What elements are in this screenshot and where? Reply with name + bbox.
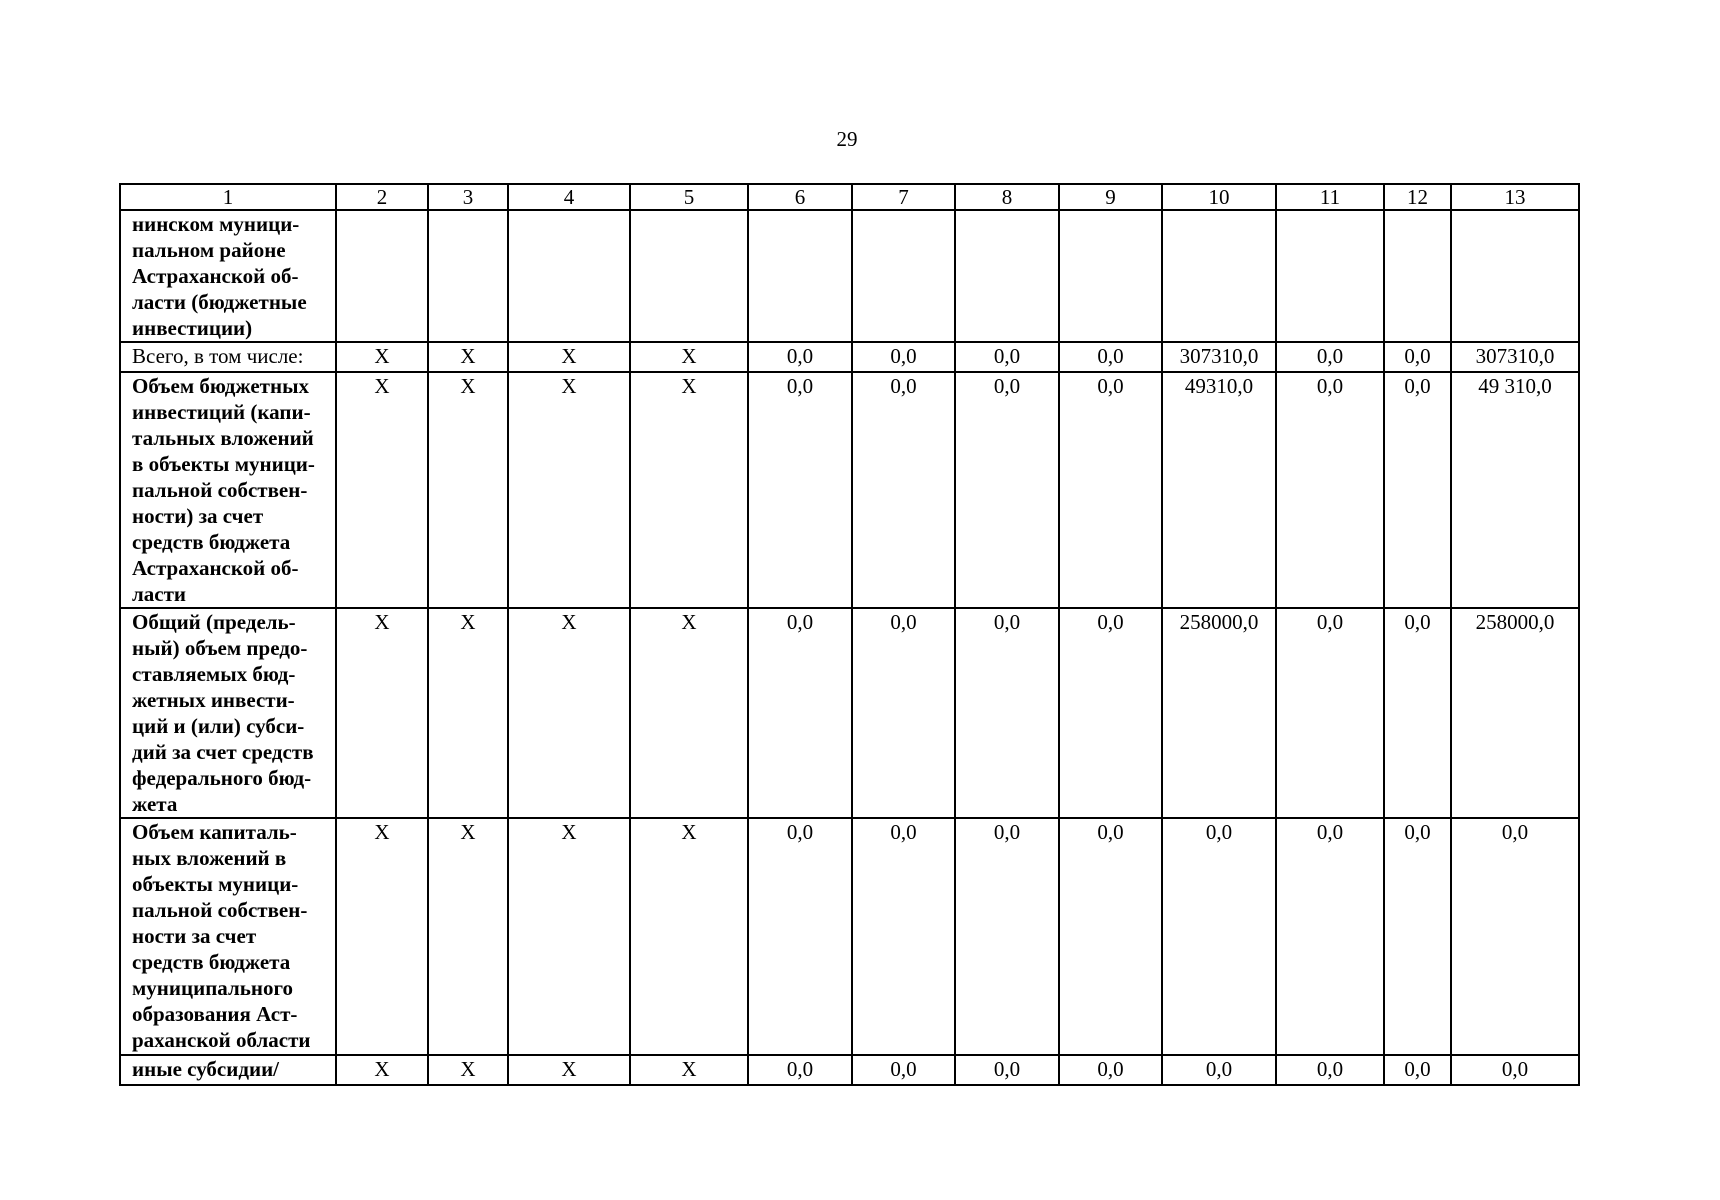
- row-label-line: дий за счет средств: [132, 740, 314, 764]
- row-label-line: Объем бюджетных: [132, 374, 309, 398]
- table-cell: X: [508, 342, 630, 372]
- row-label-line: муниципального: [132, 976, 293, 1000]
- table-cell: 49310,0: [1162, 372, 1276, 608]
- table-cell: [748, 210, 852, 342]
- table-cell: X: [336, 372, 428, 608]
- row-label-line: в объекты муници-: [132, 452, 315, 476]
- row-label-line: жета: [132, 792, 178, 816]
- table-cell: [336, 210, 428, 342]
- row-label-line: ности) за счет: [132, 504, 264, 528]
- row-label: [120, 818, 336, 1055]
- table-cell: X: [428, 818, 508, 1055]
- table-cell: 0,0: [852, 608, 955, 818]
- table-cell: 307310,0: [1162, 342, 1276, 372]
- column-header: 1: [120, 184, 336, 210]
- table-cell: 258000,0: [1162, 608, 1276, 818]
- row-label: [120, 372, 336, 608]
- table-row: [120, 210, 1579, 342]
- table-cell: [1059, 210, 1162, 342]
- table-cell: [1384, 210, 1451, 342]
- table-cell: [852, 210, 955, 342]
- column-header: 11: [1276, 184, 1384, 210]
- table-cell: 0,0: [1059, 372, 1162, 608]
- row-label-line: иные субсидии/: [132, 1057, 280, 1081]
- table-cell: X: [428, 608, 508, 818]
- table-cell: 0,0: [955, 1055, 1059, 1085]
- table-cell: 0,0: [1451, 1055, 1579, 1085]
- table-cell: 0,0: [748, 342, 852, 372]
- row-label-line: пальном районе: [132, 238, 286, 262]
- table-cell: [1162, 210, 1276, 342]
- row-label-line: Общий (предель-: [132, 610, 296, 634]
- table-cell: 0,0: [1059, 818, 1162, 1055]
- row-label-line: ности за счет: [132, 924, 257, 948]
- table-cell: 0,0: [1059, 608, 1162, 818]
- table-cell: [1451, 210, 1579, 342]
- row-label-line: Объем капиталь-: [132, 820, 297, 844]
- column-header: 8: [955, 184, 1059, 210]
- row-label-line: ласти (бюджетные: [132, 290, 307, 314]
- row-label-line: жетных инвести-: [132, 688, 295, 712]
- table-cell: X: [336, 342, 428, 372]
- row-label: [120, 608, 336, 818]
- row-label-line: тальных вложений: [132, 426, 314, 450]
- row-label-line: раханской области: [132, 1028, 311, 1052]
- table-cell: X: [428, 1055, 508, 1085]
- row-label-line: объекты муници-: [132, 872, 299, 896]
- table-cell: 0,0: [955, 372, 1059, 608]
- table-cell: X: [336, 1055, 428, 1085]
- table-cell: 0,0: [955, 818, 1059, 1055]
- table-cell: [428, 210, 508, 342]
- row-label: [120, 1055, 336, 1085]
- row-label-line: ций и (или) субси-: [132, 714, 305, 738]
- table-cell: 0,0: [852, 342, 955, 372]
- column-header: 5: [630, 184, 748, 210]
- table-cell: 0,0: [748, 818, 852, 1055]
- column-header: 3: [428, 184, 508, 210]
- column-header: 13: [1451, 184, 1579, 210]
- table-row: [120, 372, 1579, 608]
- column-header: 12: [1384, 184, 1451, 210]
- table-cell: 0,0: [748, 1055, 852, 1085]
- table-cell: X: [508, 608, 630, 818]
- column-header: 2: [336, 184, 428, 210]
- table-cell: 0,0: [748, 608, 852, 818]
- table-cell: 0,0: [852, 372, 955, 608]
- column-header: 4: [508, 184, 630, 210]
- row-label-line: Астраханской об-: [132, 264, 299, 288]
- row-label-line: образования Аст-: [132, 1002, 298, 1026]
- table-cell: 0,0: [955, 342, 1059, 372]
- table-cell: 0,0: [1059, 342, 1162, 372]
- table-cell: 0,0: [1276, 818, 1384, 1055]
- table-cell: 0,0: [955, 608, 1059, 818]
- row-label-line: ставляемых бюд-: [132, 662, 296, 686]
- table-cell: [508, 210, 630, 342]
- table-cell: [955, 210, 1059, 342]
- table-cell: 0,0: [1384, 608, 1451, 818]
- row-label-line: инвестиций (капи-: [132, 400, 311, 424]
- table-cell: X: [630, 818, 748, 1055]
- row-label-line: нинском муници-: [132, 212, 300, 236]
- table-cell: 307310,0: [1451, 342, 1579, 372]
- table-cell: X: [336, 608, 428, 818]
- table-cell: 49 310,0: [1451, 372, 1579, 608]
- table-cell: 0,0: [1384, 1055, 1451, 1085]
- table-cell: 0,0: [1276, 342, 1384, 372]
- table-cell: X: [508, 818, 630, 1055]
- table-cell: 0,0: [1276, 608, 1384, 818]
- page-number: 29: [836, 127, 858, 151]
- table-cell: 0,0: [1059, 1055, 1162, 1085]
- table-cell: X: [428, 372, 508, 608]
- table-cell: 0,0: [748, 372, 852, 608]
- table-cell: X: [336, 818, 428, 1055]
- row-label-line: инвестиции): [132, 316, 253, 340]
- row-label-line: средств бюджета: [132, 530, 291, 554]
- table-cell: X: [630, 372, 748, 608]
- table-cell: X: [508, 1055, 630, 1085]
- table-cell: 0,0: [1384, 342, 1451, 372]
- column-header: 10: [1162, 184, 1276, 210]
- column-number-row: [120, 184, 1579, 210]
- table-cell: 258000,0: [1451, 608, 1579, 818]
- table-row: [120, 818, 1579, 1055]
- row-label: [120, 342, 336, 372]
- table-cell: 0,0: [1162, 818, 1276, 1055]
- budget-table: [119, 183, 1580, 1086]
- row-label-line: федерального бюд-: [132, 766, 312, 790]
- table-cell: 0,0: [1384, 372, 1451, 608]
- table-row: [120, 1055, 1579, 1085]
- table-cell: [1276, 210, 1384, 342]
- table-cell: 0,0: [1451, 818, 1579, 1055]
- table-cell: X: [630, 342, 748, 372]
- row-label-line: пальной собствен-: [132, 478, 308, 502]
- table-cell: [630, 210, 748, 342]
- table-cell: 0,0: [852, 1055, 955, 1085]
- table-cell: X: [508, 372, 630, 608]
- table-cell: 0,0: [852, 818, 955, 1055]
- row-label-line: ных вложений в: [132, 846, 287, 870]
- row-label-line: Астраханской об-: [132, 556, 299, 580]
- column-header: 7: [852, 184, 955, 210]
- table-row: [120, 342, 1579, 372]
- column-header: 6: [748, 184, 852, 210]
- table-row: [120, 608, 1579, 818]
- table-cell: 0,0: [1276, 1055, 1384, 1085]
- table-cell: 0,0: [1384, 818, 1451, 1055]
- row-label-line: ласти: [132, 582, 187, 606]
- table-cell: X: [630, 1055, 748, 1085]
- row-label: [120, 210, 336, 342]
- column-header: 9: [1059, 184, 1162, 210]
- table-cell: X: [428, 342, 508, 372]
- row-label-line: Всего, в том числе:: [132, 344, 304, 368]
- row-label-line: средств бюджета: [132, 950, 291, 974]
- row-label-line: ный) объем предо-: [132, 636, 308, 660]
- table-cell: 0,0: [1162, 1055, 1276, 1085]
- row-label-line: пальной собствен-: [132, 898, 308, 922]
- table-cell: X: [630, 608, 748, 818]
- table-cell: 0,0: [1276, 372, 1384, 608]
